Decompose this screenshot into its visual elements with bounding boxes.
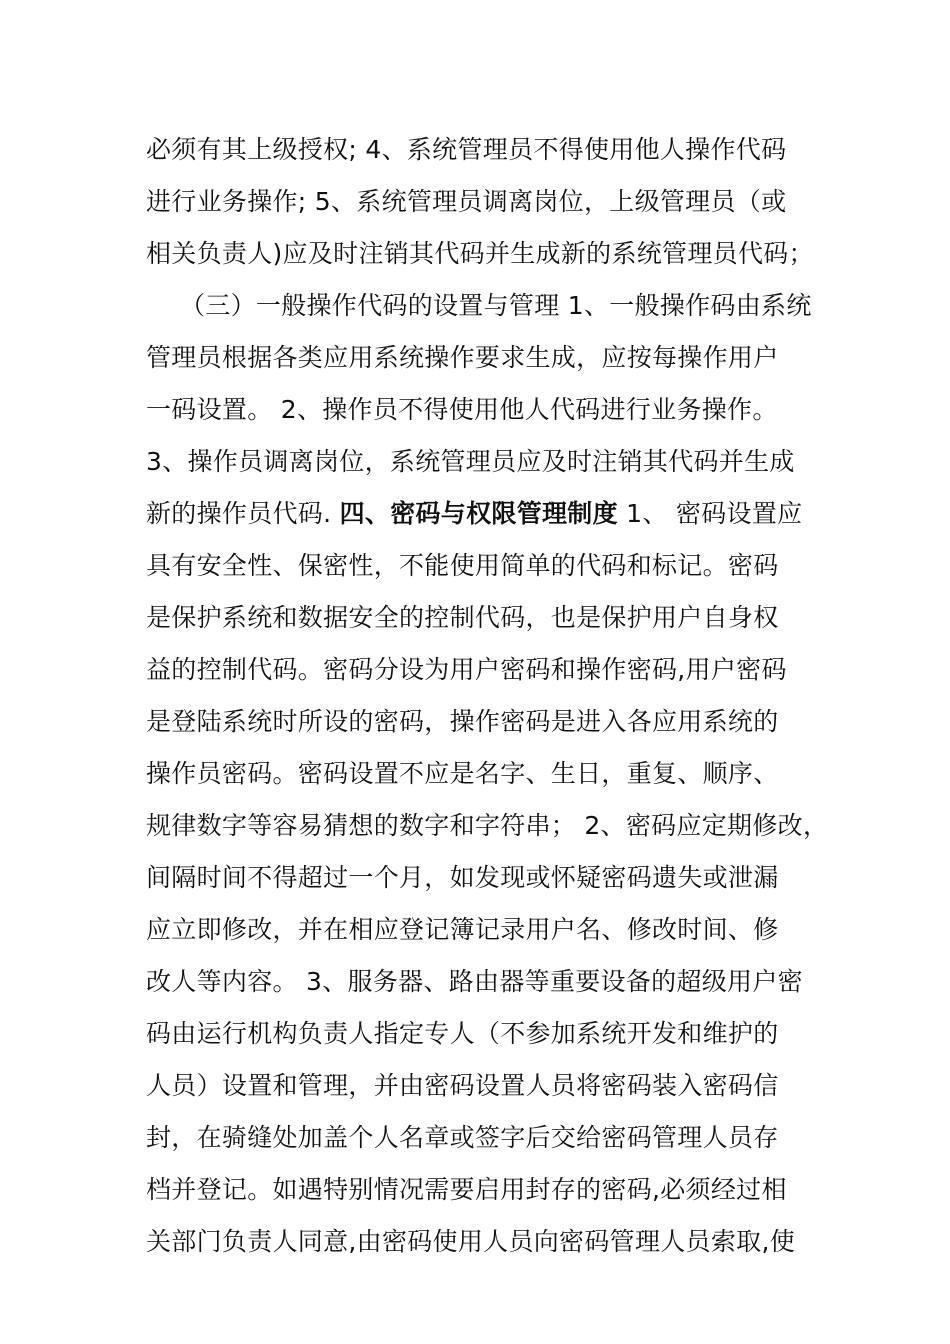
text-line: 具有安全性、保密性，不能使用简单的代码和标记。密码 (146, 551, 779, 580)
text-line: 必须有其上级授权; 4、系统管理员不得使用他人操作代码 (146, 135, 787, 164)
text-line: 3、操作员调离岗位，系统管理员应及时注销其代码并生成 (146, 447, 795, 476)
text-line: 管理员根据各类应用系统操作要求生成，应按每操作用户 (146, 343, 779, 372)
text-line: 封，在骑缝处加盖个人名章或签字后交给密码管理人员存 (146, 1123, 779, 1152)
text-line: 一码设置。 2、操作员不得使用他人代码进行业务操作。 (146, 395, 778, 424)
text-line: 规律数字等容易猜想的数字和字符串； 2、密码应定期修改， (146, 811, 829, 840)
section-heading-line: （三）一般操作代码的设置与管理 1、一般操作码由系统 (180, 291, 812, 320)
text-line: 关部门负责人同意,由密码使用人员向密码管理人员索取,使 (146, 1227, 795, 1256)
text-line: 操作员密码。密码设置不应是名字、生日，重复、顺序、 (146, 759, 779, 788)
text-line: 是保护系统和数据安全的控制代码，也是保护用户自身权 (146, 603, 779, 632)
text-line: 益的控制代码。密码分设为用户密码和操作密码,用户密码 (146, 655, 787, 684)
text-line: 应立即修改，并在相应登记簿记录用户名、修改时间、修 (146, 915, 779, 944)
inline-section-heading: 四、密码与权限管理制度 (339, 499, 618, 528)
text-line: 档并登记。如遇特别情况需要启用封存的密码,必须经过相 (146, 1175, 787, 1204)
text-line: 是登陆系统时所设的密码，操作密码是进入各应用系统的 (146, 707, 779, 736)
text-line-with-heading (146, 488, 802, 540)
text-line: 相关负责人)应及时注销其代码并生成新的系统管理员代码； (146, 239, 814, 268)
text-line: 改人等内容。 3、服务器、路由器等重要设备的超级用户密 (146, 967, 803, 996)
text-line: 码由运行机构负责人指定专人（不参加系统开发和维护的 (146, 1019, 779, 1048)
text-fragment: 新的操作员代码. (146, 499, 340, 528)
text-line: 间隔时间不得超过一个月，如发现或怀疑密码遗失或泄漏 (146, 863, 779, 892)
text-line: 人员）设置和管理，并由密码设置人员将密码装入密码信 (146, 1071, 779, 1100)
text-fragment: 1、 密码设置应 (617, 499, 803, 528)
text-line: 进行业务操作; 5、系统管理员调离岗位，上级管理员（或 (146, 187, 787, 216)
